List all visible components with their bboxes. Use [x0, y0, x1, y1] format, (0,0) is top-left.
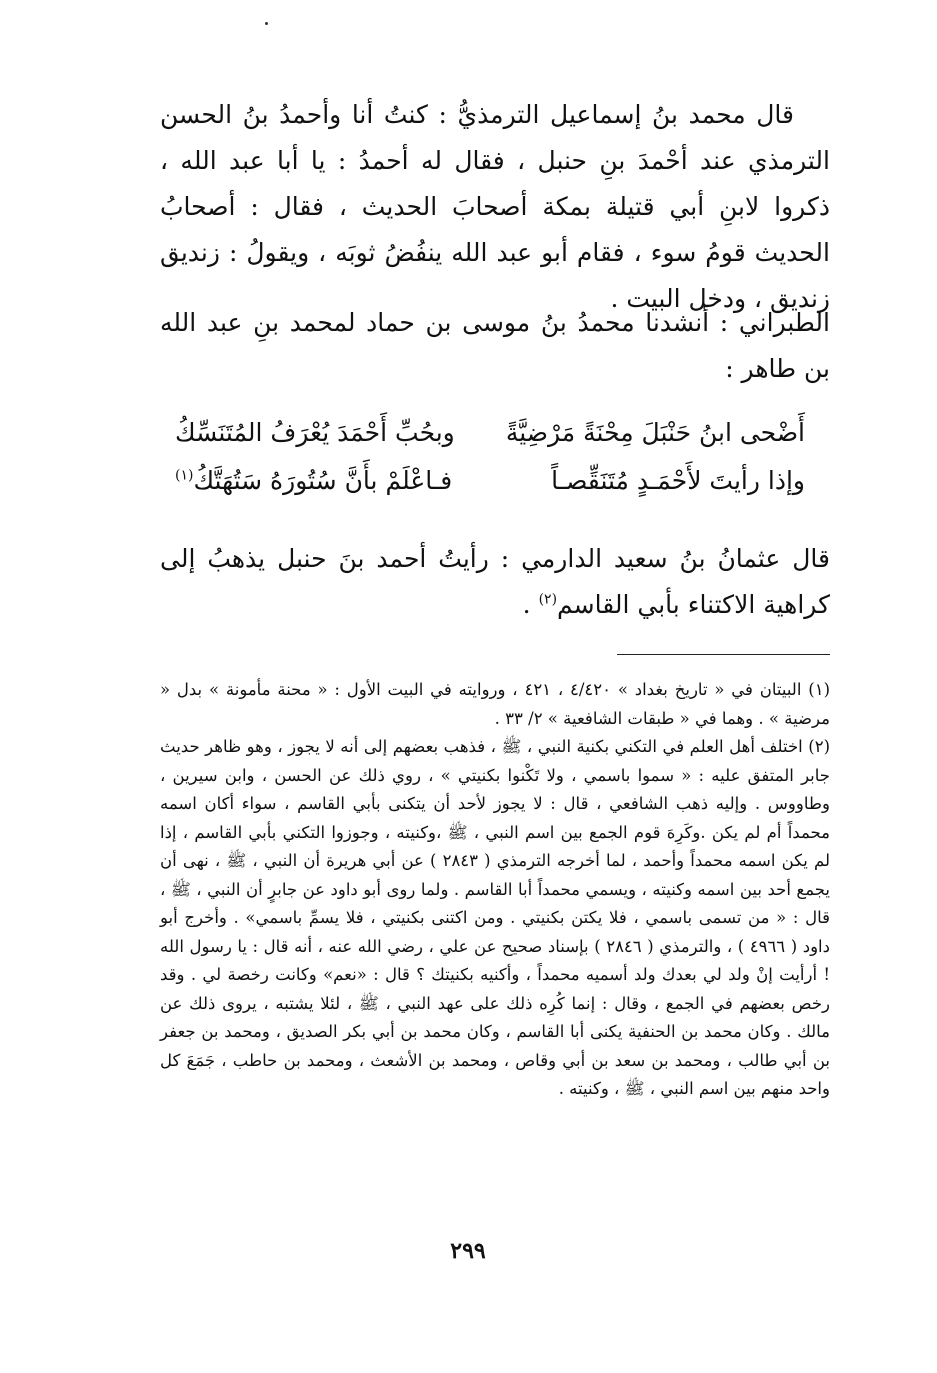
paragraph-text: قال عثمانُ بنُ سعيد الدارمي : رأيتُ أحمد بنَ حنبل يذهبُ إلى كراهية الاكتناء بأبي القاسم	[160, 544, 830, 619]
paragraph-ibn-ismail	[160, 92, 830, 322]
paragraph-tabarani: الطبراني : أنشدنا محمدُ بنُ موسى بن حماد لمحمد بنِ عبد الله بن طاهر :	[160, 308, 830, 383]
verse-1-second-hemistich: وبحُبِّ أَحْمَدَ يُعْرَفُ المُتَنَسِّكُ	[175, 418, 455, 447]
page-number: ٢٩٩	[450, 1238, 486, 1264]
footnote-separator	[617, 654, 830, 655]
footnote-2: (٢) اختلف أهل العلم في التكني بكنية النبي ، ﷺ ، فذهب بعضهم إلى أنه لا يجوز ، وهو ظاهر حديث جابر المتفق عليه : « سموا باسمي ، ولا تَكْنوا بكنيتي » ، روي ذلك عن الحسن ، وابن سيرين ، وطاووس . وإليه ذهب الشافعي ، قال : لا يجوز لأحد أن يتكنى بأبي القاسم ، سواء أكان اسمه محمداً أم لم يكن .وكَرِهَ قوم الجمع بين اسم النبي ، ﷺ ،وكنيته ، وجوزوا التكني بأبي القاسم ، إذا لم يكن اسمه محمداً وأحمد ، لما أخرجه الترمذي ( ٢٨٤٣ ) عن أبي هريرة أن النبي ، ﷺ ، نهى أن يجمع أحد بين اسمه وكنيته ، ويسمي محمداً أبا القاسم . ولما روى أبو داود عن جابرٍ أن النبي ، ﷺ ، قال : « من تسمى باسمي ، فلا يكتن بكنيتي . ومن اكتنى بكنيتي ، فلا يسمِّ باسمي» . وأخرج أبو داود ( ٤٩٦٦ ) ، والترمذي ( ٢٨٤٦ ) بإسناد صحيح عن علي ، رضي الله عنه ، أنه قال : يا رسول الله ! أرأيت إنْ ولد لي بعدك ولد أسميه محمداً ، وأكنيه بكنيتك ؟ قال : «نعم» وكانت رخصة لي . وقد رخص بعضهم في الجمع ، وقال : إنما كُرِه ذلك على عهد النبي ، ﷺ ، لئلا يشتبه ، يروى ذلك عن مالك . وكان محمد بن الحنفية يكنى أبا القاسم ، وكان محمد بن أبي بكر الصديق ، ومحمد بن جعفر بن أبي طالب ، ومحمد بن سعد بن أبي وقاص ، ومحمد بن الأشعث ، ومحمد بن حاطب ، جَمَعَ كل واحد منهم بين اسم النبي ، ﷺ ، وكنيته .	[160, 737, 830, 1098]
footnotes	[160, 676, 830, 1104]
verse-2-second-text: فـاعْلَمْ بأَنَّ سُتُورَهُ سَتُهَتَّكُ	[193, 466, 453, 495]
scan-speck	[265, 22, 268, 25]
paragraph-end: .	[522, 590, 539, 619]
footnote-ref-2: (٢)	[538, 591, 558, 608]
footnote-1: (١) البيتان في « تاريخ بغداد » ٤/٤٢٠ ، ٤٢١ ، وروايته في البيت الأول : « محنة مأمونة » بدل « مرضية » . وهما في « طبقات الشافعية » ٢/ ٣٣ .	[160, 680, 830, 728]
verse-2-second-hemistich	[175, 458, 452, 504]
paragraph-text: قال محمد بنُ إسماعيل الترمذيُّ : كنتُ أنا وأحمدُ بنُ الحسن الترمذي عند أحْمدَ بنِ حنبل ، فقال له أحمدُ : يا أبا عبد الله ، ذكروا لابنِ أبي قتيلة بمكة أصحابَ الحديث ، فقال : أصحابُ الحديث قومُ سوء ، فقام أبو عبد الله ينفُضُ ثوبَه ، ويقولُ : زنديق زنديق ، ودخل البيت .	[160, 100, 830, 313]
paragraph-darimi	[160, 536, 830, 628]
footnote-ref-1: (١)	[175, 467, 194, 484]
poem-verse-1	[175, 410, 805, 456]
poem-verse-2	[175, 458, 805, 504]
verse-2-first-hemistich: وإذا رأيتَ لأَحْمَـدٍ مُتَنَقِّصـاً	[551, 466, 805, 495]
verse-1-first-hemistich: أَضْحى ابنُ حَنْبَلَ مِحْنَةً مَرْضِيَّةً	[505, 418, 805, 447]
